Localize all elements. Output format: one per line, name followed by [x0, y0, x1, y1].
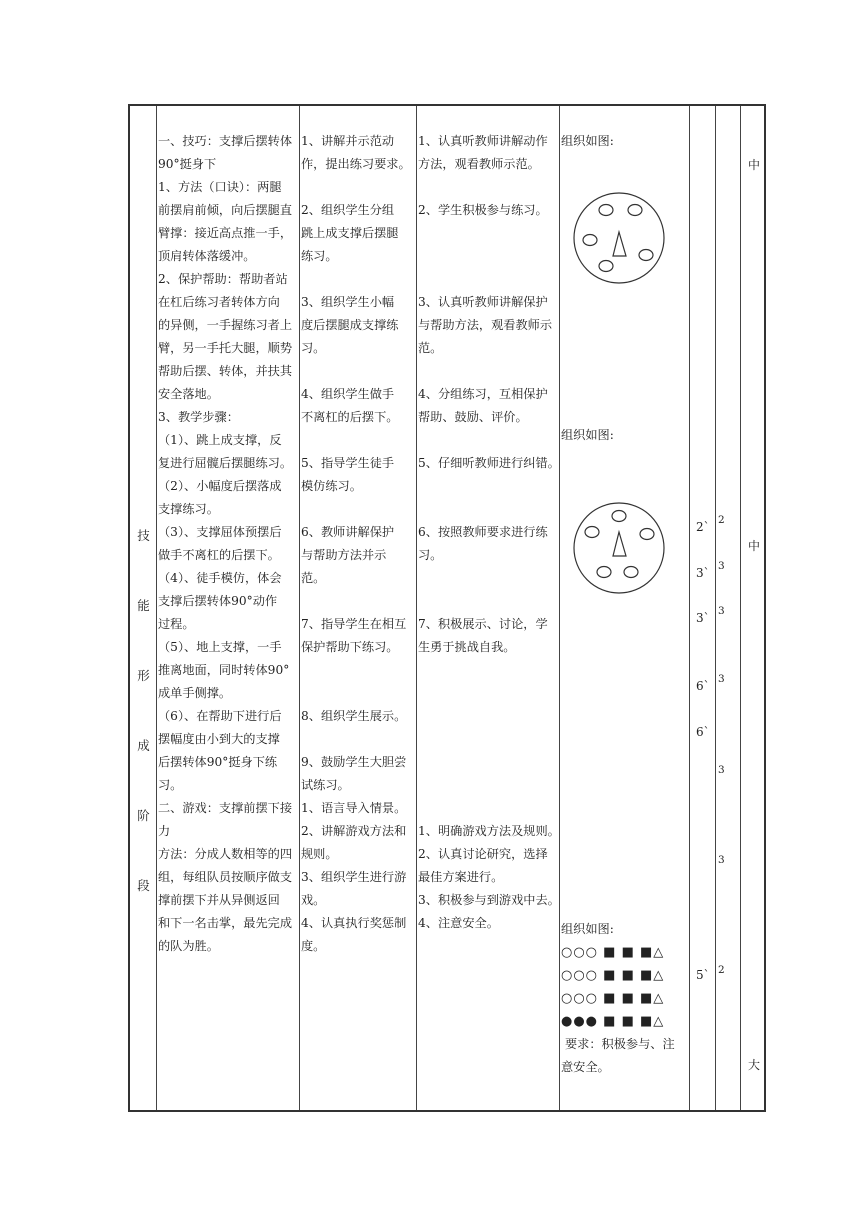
count-value: 3 — [718, 560, 725, 572]
intensity-value: 中 — [748, 158, 761, 172]
content-line: 一、技巧：支撑后摆转体 — [158, 134, 293, 148]
content-line: （6）、在帮助下进行后 — [158, 709, 282, 723]
stage-char: 能 — [137, 598, 150, 613]
teacher-line: 试练习。 — [301, 778, 350, 792]
content-line: 帮助后摆、转体，并扶其 — [158, 364, 293, 378]
student-line — [418, 751, 563, 774]
content-line: 支撑后摆转体90°动作 — [158, 594, 278, 608]
student-line — [418, 682, 563, 705]
student-line — [418, 475, 563, 498]
stage-char: 技 — [137, 528, 150, 543]
student-line: 2、认真讨论研究，选择 — [418, 847, 548, 861]
teacher-line: 8、组织学生展示。 — [301, 709, 407, 723]
teacher-line — [301, 429, 419, 452]
column-divider — [715, 106, 716, 1110]
count-value: 2 — [718, 964, 725, 976]
count-value: 3 — [718, 605, 725, 617]
teacher-line: 6、教师讲解保护 — [301, 525, 395, 539]
content-line: （3）、支撑屈体预摆后 — [158, 525, 282, 539]
content-line: 推离地面，同时转体90° — [158, 663, 290, 677]
student-line — [418, 429, 563, 452]
student-line — [418, 360, 563, 383]
student-line: 5、仔细听教师进行纠错。 — [418, 456, 560, 470]
teacher-line: 9、鼓励学生大胆尝 — [301, 755, 407, 769]
teacher-line — [301, 268, 419, 291]
content-line: 1、方法（口诀）：两腿 — [158, 180, 282, 194]
time-value: 5` — [696, 968, 710, 982]
stage-char: 段 — [137, 878, 150, 893]
requirement-text: 要求：积极参与、注 — [565, 1037, 675, 1051]
count-value: 3 — [718, 673, 725, 685]
content-line: 摆幅度由小到大的支撑 — [158, 732, 280, 746]
teacher-line: 5、指导学生徒手 — [301, 456, 395, 470]
content-column — [158, 130, 300, 958]
content-line: 臂撑：接近高点推一手， — [158, 226, 293, 240]
formation-row: ○○○ ■ ■ ■△ — [561, 945, 665, 960]
column-divider — [740, 106, 741, 1110]
student-line: 7、积极展示、讨论，学 — [418, 617, 548, 631]
student-line — [418, 705, 563, 728]
formation-row: ○○○ ■ ■ ■△ — [561, 991, 665, 1006]
content-line: （4）、徒手模仿，体会 — [158, 571, 282, 585]
content-line: 做手不离杠的后摆下。 — [158, 548, 280, 562]
student-line: 2、学生积极参与练习。 — [418, 203, 548, 217]
content-line: 90°挺身下 — [158, 157, 217, 171]
formation-row: ○○○ ■ ■ ■△ — [561, 968, 665, 983]
student-line: 4、注意安全。 — [418, 916, 499, 930]
intensity-value: 大 — [748, 1058, 761, 1072]
time-value: 2` — [696, 520, 710, 534]
stage-char: 成 — [137, 738, 150, 753]
student-line: 帮助、鼓励、评价。 — [418, 410, 528, 424]
student-line: 1、认真听教师讲解动作 — [418, 134, 548, 148]
content-line: 二、游戏：支撑前摆下接 — [158, 801, 293, 815]
content-line: 复进行屈髋后摆腿练习。 — [158, 456, 293, 470]
teacher-line — [301, 590, 419, 613]
content-line: 前摆肩前倾，向后摆腿直 — [158, 203, 293, 217]
time-value: 6` — [696, 725, 710, 739]
teacher-line — [301, 659, 419, 682]
student-line — [418, 222, 563, 245]
teacher-line — [301, 176, 419, 199]
student-line — [418, 659, 563, 682]
student-line — [418, 728, 563, 751]
formation-diagram — [571, 500, 667, 596]
formation-diagram — [571, 190, 667, 286]
content-line: 臂，另一手托大腿，顺势 — [158, 341, 293, 355]
teacher-line: 习。 — [301, 341, 326, 355]
teacher-line: 度后摆腿成支撑练 — [301, 318, 399, 332]
stage-char: 阶 — [137, 808, 150, 823]
organization-label: 组织如图: — [561, 922, 614, 936]
content-line: 习。 — [158, 778, 183, 792]
teacher-line: 2、组织学生分组 — [301, 203, 395, 217]
teacher-line — [301, 728, 419, 751]
content-line: 安全落地。 — [158, 387, 219, 401]
teacher-activity-column — [301, 130, 419, 958]
time-value: 6` — [696, 679, 710, 693]
count-value: 3 — [718, 854, 725, 866]
time-value: 3` — [696, 611, 710, 625]
stage-char: 形 — [137, 668, 150, 683]
teacher-line — [301, 498, 419, 521]
content-line: 的异侧，一手握练习者上 — [158, 318, 293, 332]
content-line: 力 — [158, 824, 171, 838]
content-line: 后摆转体90°挺身下练 — [158, 755, 278, 769]
content-line: （1）、跳上成支撑，反 — [158, 433, 282, 447]
student-line: 4、分组练习，互相保护 — [418, 387, 548, 401]
content-line: 撑前摆下并从异侧返回 — [158, 893, 280, 907]
teacher-line: 规则。 — [301, 847, 338, 861]
formation-row: ●●● ■ ■ ■△ — [561, 1014, 665, 1029]
teacher-line: 4、组织学生做手 — [301, 387, 395, 401]
teacher-line: 作，提出练习要求。 — [301, 157, 411, 171]
student-line — [418, 176, 563, 199]
student-line: 习。 — [418, 548, 443, 562]
teacher-line: 练习。 — [301, 249, 338, 263]
teacher-line: 保护帮助下练习。 — [301, 640, 399, 654]
student-line — [418, 774, 563, 797]
student-line: 与帮助方法，观看教师示 — [418, 318, 553, 332]
student-line — [418, 268, 563, 291]
teacher-line: 3、组织学生小幅 — [301, 295, 395, 309]
time-value: 3` — [696, 566, 710, 580]
teacher-line: 与帮助方法并示 — [301, 548, 387, 562]
teacher-line: 1、语言导入情景。 — [301, 801, 407, 815]
content-line: 顶肩转体落缓冲。 — [158, 249, 256, 263]
content-line: （2）、小幅度后摆落成 — [158, 479, 282, 493]
student-line: 生勇于挑战自我。 — [418, 640, 516, 654]
student-activity-column — [418, 130, 563, 935]
teacher-line: 不离杠的后摆下。 — [301, 410, 399, 424]
student-line: 最佳方案进行。 — [418, 870, 504, 884]
student-line: 范。 — [418, 341, 443, 355]
count-value: 3 — [718, 764, 725, 776]
student-line — [418, 797, 563, 820]
content-line: 2、保护帮助：帮助者站 — [158, 272, 288, 286]
teacher-line: 3、组织学生进行游 — [301, 870, 407, 884]
count-value: 2 — [718, 514, 725, 526]
content-line: 方法：分成人数相等的四 — [158, 847, 293, 861]
content-line: 组，每组队员按顺序做支 — [158, 870, 293, 884]
stage-label — [130, 526, 157, 946]
content-line: （5）、地上支撑，一手 — [158, 640, 282, 654]
content-line: 成单手侧撑。 — [158, 686, 232, 700]
teacher-line — [301, 682, 419, 705]
column-divider — [689, 106, 690, 1110]
content-line: 的队为胜。 — [158, 939, 219, 953]
student-line: 6、按照教师要求进行练 — [418, 525, 548, 539]
teacher-line: 2、讲解游戏方法和 — [301, 824, 407, 838]
content-line: 在杠后练习者转体方向 — [158, 295, 280, 309]
organization-grid — [561, 918, 689, 1079]
student-line — [418, 245, 563, 268]
student-line: 3、积极参与到游戏中去。 — [418, 893, 560, 907]
teacher-line: 戏。 — [301, 893, 326, 907]
organization-label: 组织如图: — [561, 134, 614, 148]
student-line — [418, 567, 563, 590]
teacher-line: 1、讲解并示范动 — [301, 134, 395, 148]
teacher-line: 模仿练习。 — [301, 479, 362, 493]
content-line: 3、教学步骤： — [158, 410, 239, 424]
lesson-plan-table — [128, 104, 766, 1112]
student-line: 方法，观看教师示范。 — [418, 157, 540, 171]
intensity-value: 中 — [748, 539, 761, 553]
teacher-line: 4、认真执行奖惩制 — [301, 916, 407, 930]
organization-label: 组织如图: — [561, 428, 614, 442]
content-line: 过程。 — [158, 617, 195, 631]
student-line: 3、认真听教师讲解保护 — [418, 295, 548, 309]
teacher-line: 度。 — [301, 939, 326, 953]
student-line: 1、明确游戏方法及规则。 — [418, 824, 560, 838]
requirement-text: 意安全。 — [561, 1060, 610, 1074]
teacher-line: 范。 — [301, 571, 326, 585]
student-line — [418, 498, 563, 521]
teacher-line: 跳上成支撑后摆腿 — [301, 226, 399, 240]
teacher-line — [301, 360, 419, 383]
content-line: 支撑练习。 — [158, 502, 219, 516]
student-line — [418, 590, 563, 613]
content-line: 和下一名击掌，最先完成 — [158, 916, 293, 930]
teacher-line: 7、指导学生在相互 — [301, 617, 407, 631]
